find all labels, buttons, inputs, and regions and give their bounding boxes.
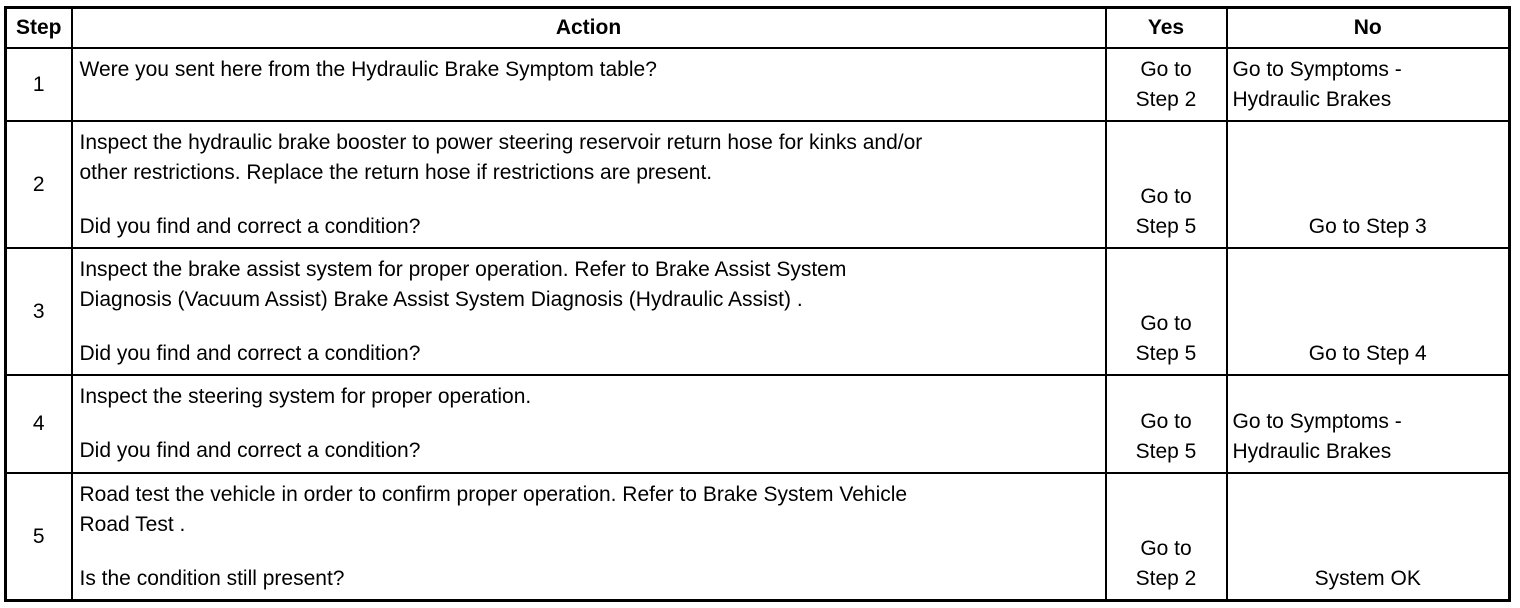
action-cell (72, 375, 1106, 473)
action-cell (72, 473, 1106, 600)
step-number: 5 (6, 473, 72, 600)
yes-text: Go to (1140, 312, 1192, 336)
action-text: Inspect the steering system for proper operation. (79, 385, 532, 409)
no-text: Hydraulic Brakes (1232, 440, 1392, 464)
no-text: Go to Symptoms - (1232, 58, 1402, 81)
diagnostic-table-container (4, 6, 1508, 602)
no-cell (1227, 48, 1510, 121)
no-text: Go to Step 4 (1308, 342, 1427, 366)
table-row (6, 121, 1510, 248)
header-row (6, 8, 1510, 49)
yes-cell (1106, 121, 1227, 248)
yes-text: Go to (1140, 185, 1192, 209)
yes-cell (1106, 473, 1227, 600)
yes-text: Go to (1140, 410, 1192, 434)
no-text: System OK (1314, 567, 1421, 590)
yes-text: Step 5 (1135, 215, 1197, 239)
step-number: 2 (6, 121, 72, 248)
no-cell (1227, 473, 1510, 600)
yes-cell (1106, 48, 1227, 121)
no-text: Hydraulic Brakes (1232, 88, 1392, 111)
header-yes: Yes (1106, 8, 1227, 49)
no-cell (1227, 248, 1510, 375)
action-question: Did you find and correct a condition? (79, 342, 421, 366)
yes-text: Step 5 (1135, 342, 1197, 366)
action-text: Inspect the brake assist system for proper operation. Refer to Brake Assist System (79, 258, 847, 282)
header-step: Step (6, 8, 72, 49)
action-text: Diagnosis (Vacuum Assist) Brake Assist System Diagnosis (Hydraulic Assist) . (79, 288, 803, 312)
yes-text: Go to (1140, 537, 1192, 560)
step-number: 4 (6, 375, 72, 473)
no-text: Go to Symptoms - (1232, 410, 1402, 434)
diagnostic-table (4, 6, 1511, 602)
no-cell (1227, 375, 1510, 473)
no-cell (1227, 121, 1510, 248)
action-text: Road test the vehicle in order to confirm proper operation. Refer to Brake System Vehicle (79, 483, 908, 507)
table-row (6, 248, 1510, 375)
table-row (6, 48, 1510, 121)
table-row (6, 473, 1510, 600)
action-text: Inspect the hydraulic brake booster to power steering reservoir return hose for kinks and/or (79, 131, 923, 155)
yes-text: Go to (1140, 58, 1192, 81)
yes-cell (1106, 248, 1227, 375)
yes-text: Step 5 (1135, 440, 1197, 464)
action-cell (72, 121, 1106, 248)
no-text: Go to Step 3 (1308, 215, 1427, 239)
table-row (6, 375, 1510, 473)
header-action: Action (72, 8, 1106, 49)
yes-text: Step 2 (1135, 567, 1197, 590)
header-no: No (1227, 8, 1510, 49)
yes-cell (1106, 375, 1227, 473)
action-cell (72, 48, 1106, 121)
action-question: Did you find and correct a condition? (79, 439, 421, 463)
action-question: Is the condition still present? (79, 567, 345, 591)
action-cell (72, 248, 1106, 375)
step-number: 1 (6, 48, 72, 121)
action-text: Were you sent here from the Hydraulic Brake Symptom table? (79, 58, 657, 81)
yes-text: Step 2 (1135, 88, 1197, 111)
action-text: Road Test . (79, 513, 186, 537)
step-number: 3 (6, 248, 72, 375)
action-question: Did you find and correct a condition? (79, 215, 421, 239)
action-text: other restrictions. Replace the return hose if restrictions are present. (79, 161, 713, 185)
